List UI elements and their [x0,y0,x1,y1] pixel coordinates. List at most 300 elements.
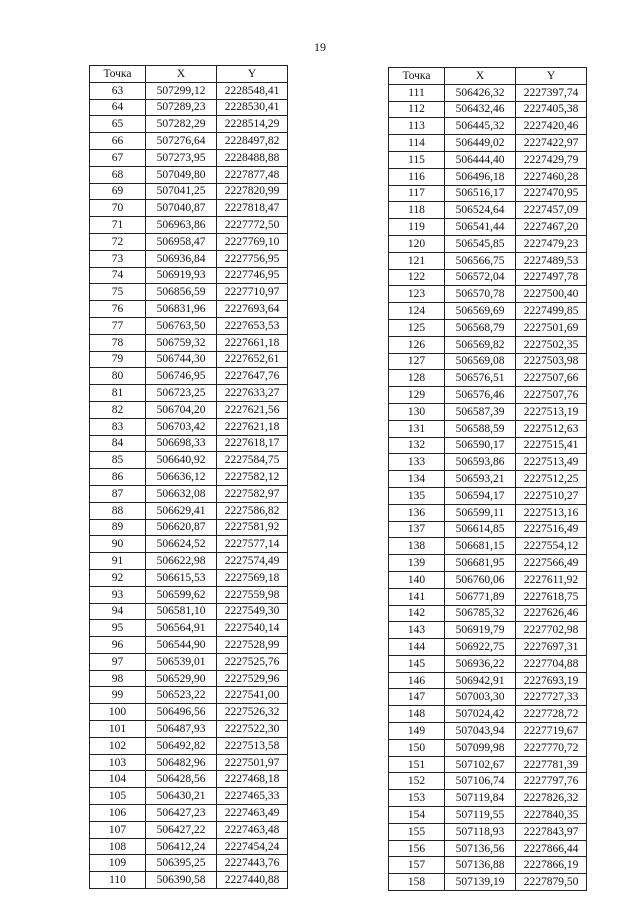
table-row [90,637,288,654]
cell-y: 2227463,49 [217,805,288,822]
table-row [90,737,288,754]
cell-x: 506919,79 [445,622,516,639]
coordinates-table-right [388,67,587,891]
cell-point: 91 [90,553,146,570]
cell-x: 506593,86 [445,454,516,471]
cell-x: 506516,17 [445,185,516,202]
cell-y: 2227429,79 [516,151,587,168]
cell-y: 2227843,97 [516,823,587,840]
cell-x: 507299,12 [146,82,217,99]
table-row [90,603,288,620]
cell-point: 64 [90,99,146,116]
cell-x: 507118,93 [445,823,516,840]
table-row [90,149,288,166]
cell-y: 2227693,19 [516,672,587,689]
cell-point: 153 [389,790,445,807]
table-row [389,655,587,672]
table-row [389,605,587,622]
cell-point: 110 [90,872,146,889]
cell-y: 2227457,09 [516,202,587,219]
cell-y: 2227497,78 [516,269,587,286]
cell-y: 2228497,82 [217,133,288,150]
cell-x: 506572,04 [445,269,516,286]
cell-x: 506390,58 [146,872,217,889]
table-row [389,538,587,555]
cell-point: 105 [90,788,146,805]
cell-y: 2227529,96 [217,670,288,687]
cell-y: 2227710,97 [217,284,288,301]
cell-x: 506588,59 [445,420,516,437]
cell-x: 506496,56 [146,704,217,721]
table-row [389,437,587,454]
cell-point: 67 [90,149,146,166]
cell-point: 127 [389,353,445,370]
cell-x: 506523,22 [146,687,217,704]
cell-point: 83 [90,418,146,435]
table-row [90,687,288,704]
cell-x: 507273,95 [146,149,217,166]
cell-x: 507102,67 [445,756,516,773]
cell-x: 507024,42 [445,706,516,723]
table-row [389,319,587,336]
header-point: Точка [389,68,445,85]
table-row [90,855,288,872]
cell-x: 506432,46 [445,101,516,118]
cell-x: 507099,98 [445,739,516,756]
cell-x: 506569,08 [445,353,516,370]
cell-point: 145 [389,655,445,672]
table-row [389,336,587,353]
table-row [389,303,587,320]
table-row [90,502,288,519]
cell-x: 506445,32 [445,118,516,135]
cell-y: 2227702,98 [516,622,587,639]
cell-point: 130 [389,403,445,420]
cell-x: 506587,39 [445,403,516,420]
table-row [90,771,288,788]
table-row [389,521,587,538]
table-row [90,133,288,150]
cell-y: 2227541,00 [217,687,288,704]
cell-y: 2227502,35 [516,336,587,353]
cell-y: 2227586,82 [217,502,288,519]
cell-point: 113 [389,118,445,135]
table-row [90,401,288,418]
cell-point: 119 [389,219,445,236]
cell-x: 506936,84 [146,250,217,267]
cell-y: 2227397,74 [516,84,587,101]
cell-point: 94 [90,603,146,620]
cell-point: 85 [90,452,146,469]
cell-x: 506632,08 [146,485,217,502]
table-row [90,838,288,855]
table-row [90,368,288,385]
cell-point: 140 [389,571,445,588]
cell-point: 99 [90,687,146,704]
cell-y: 2227500,40 [516,286,587,303]
cell-point: 109 [90,855,146,872]
cell-y: 2227559,98 [217,586,288,603]
cell-point: 78 [90,334,146,351]
table-row [389,773,587,790]
cell-x: 506581,10 [146,603,217,620]
table-row [90,805,288,822]
table-row [389,706,587,723]
table-row [389,622,587,639]
cell-point: 139 [389,555,445,572]
cell-x: 506599,11 [445,504,516,521]
cell-y: 2227569,18 [217,569,288,586]
table-row [90,351,288,368]
table-row [90,183,288,200]
cell-point: 106 [90,805,146,822]
table-row [90,317,288,334]
cell-x: 506482,96 [146,754,217,771]
cell-point: 134 [389,471,445,488]
cell-point: 66 [90,133,146,150]
table-row [90,586,288,603]
cell-x: 506564,91 [146,620,217,637]
cell-x: 506744,30 [146,351,217,368]
table-row [90,670,288,687]
cell-point: 123 [389,286,445,303]
cell-y: 2227422,97 [516,135,587,152]
cell-x: 507049,80 [146,166,217,183]
cell-point: 129 [389,387,445,404]
cell-point: 102 [90,737,146,754]
cell-y: 2227728,72 [516,706,587,723]
cell-x: 506760,06 [445,571,516,588]
cell-x: 506487,93 [146,721,217,738]
cell-x: 506624,52 [146,536,217,553]
cell-y: 2227879,50 [516,874,587,891]
cell-y: 2227443,76 [217,855,288,872]
table-row [90,217,288,234]
cell-point: 151 [389,756,445,773]
cell-y: 2227661,18 [217,334,288,351]
cell-point: 80 [90,368,146,385]
table-row [389,471,587,488]
table-row [90,82,288,99]
cell-point: 128 [389,370,445,387]
cell-x: 506856,59 [146,284,217,301]
table-row [90,469,288,486]
table-row [389,370,587,387]
cell-y: 2227526,32 [217,704,288,721]
cell-point: 125 [389,319,445,336]
cell-point: 132 [389,437,445,454]
cell-x: 506544,90 [146,637,217,654]
cell-x: 506449,02 [445,135,516,152]
cell-y: 2227510,27 [516,487,587,504]
cell-y: 2227513,58 [217,737,288,754]
table-row [389,403,587,420]
cell-x: 506831,96 [146,301,217,318]
table-header-row [389,68,587,85]
cell-x: 506524,64 [445,202,516,219]
table-row [389,739,587,756]
cell-x: 506681,95 [445,555,516,572]
cell-point: 107 [90,821,146,838]
table-row [389,823,587,840]
cell-y: 2228514,29 [217,116,288,133]
cell-y: 2227515,41 [516,437,587,454]
cell-point: 77 [90,317,146,334]
table-row [389,387,587,404]
cell-point: 158 [389,874,445,891]
table-row [389,168,587,185]
table-row [389,101,587,118]
cell-point: 82 [90,401,146,418]
cell-point: 93 [90,586,146,603]
cell-point: 144 [389,639,445,656]
cell-point: 65 [90,116,146,133]
cell-point: 115 [389,151,445,168]
cell-y: 2227554,12 [516,538,587,555]
cell-point: 104 [90,771,146,788]
table-row [389,555,587,572]
cell-x: 506759,32 [146,334,217,351]
table-row [90,704,288,721]
cell-y: 2227618,75 [516,588,587,605]
cell-point: 156 [389,840,445,857]
cell-x: 507136,56 [445,840,516,857]
table-row [389,672,587,689]
cell-point: 111 [389,84,445,101]
table-row [90,385,288,402]
cell-y: 2227866,19 [516,857,587,874]
cell-x: 507139,19 [445,874,516,891]
cell-y: 2227582,97 [217,485,288,502]
table-row [90,569,288,586]
cell-y: 2227501,97 [217,754,288,771]
cell-x: 507276,64 [146,133,217,150]
cell-y: 2227420,46 [516,118,587,135]
cell-y: 2228530,41 [217,99,288,116]
cell-y: 2227877,48 [217,166,288,183]
table-row [389,235,587,252]
cell-x: 506704,20 [146,401,217,418]
cell-x: 506636,12 [146,469,217,486]
cell-y: 2227513,19 [516,403,587,420]
cell-point: 74 [90,267,146,284]
table-row [389,487,587,504]
table-row [90,116,288,133]
cell-x: 506427,22 [146,821,217,838]
cell-y: 2227704,88 [516,655,587,672]
cell-x: 506771,89 [445,588,516,605]
cell-x: 506958,47 [146,233,217,250]
cell-point: 137 [389,521,445,538]
cell-x: 506428,56 [146,771,217,788]
table-row [90,721,288,738]
cell-y: 2228548,41 [217,82,288,99]
cell-x: 507041,25 [146,183,217,200]
cell-y: 2227512,25 [516,471,587,488]
table-row [389,639,587,656]
cell-y: 2227866,44 [516,840,587,857]
cell-point: 117 [389,185,445,202]
cell-y: 2227513,16 [516,504,587,521]
cell-y: 2227460,28 [516,168,587,185]
cell-x: 506569,69 [445,303,516,320]
cell-x: 507040,87 [146,200,217,217]
cell-x: 506427,23 [146,805,217,822]
cell-y: 2227566,49 [516,555,587,572]
cell-x: 506568,79 [445,319,516,336]
cell-x: 506539,01 [146,653,217,670]
cell-point: 72 [90,233,146,250]
cell-x: 507282,29 [146,116,217,133]
cell-y: 2227653,53 [217,317,288,334]
cell-y: 2227540,14 [217,620,288,637]
cell-x: 506492,82 [146,737,217,754]
cell-point: 71 [90,217,146,234]
cell-x: 506963,86 [146,217,217,234]
cell-point: 69 [90,183,146,200]
cell-x: 506723,25 [146,385,217,402]
cell-y: 2227826,32 [516,790,587,807]
cell-x: 506919,93 [146,267,217,284]
cell-point: 96 [90,637,146,654]
table-header-row [90,66,288,83]
table-row [389,588,587,605]
cell-y: 2227574,49 [217,553,288,570]
cell-x: 506746,95 [146,368,217,385]
cell-point: 103 [90,754,146,771]
cell-point: 131 [389,420,445,437]
cell-y: 2227470,95 [516,185,587,202]
table-row [90,418,288,435]
cell-y: 2227465,33 [217,788,288,805]
cell-y: 2227512,63 [516,420,587,437]
cell-y: 2227513,49 [516,454,587,471]
table-row [90,485,288,502]
table-row [389,840,587,857]
table-row [389,252,587,269]
cell-y: 2227618,17 [217,435,288,452]
cell-point: 81 [90,385,146,402]
cell-point: 84 [90,435,146,452]
cell-point: 141 [389,588,445,605]
table-row [389,185,587,202]
cell-y: 2227479,23 [516,235,587,252]
cell-y: 2227772,50 [217,217,288,234]
table-row [90,284,288,301]
cell-point: 122 [389,269,445,286]
header-x: X [445,68,516,85]
cell-y: 2228488,88 [217,149,288,166]
table-row [90,519,288,536]
cell-point: 79 [90,351,146,368]
cell-x: 507119,84 [445,790,516,807]
header-y: Y [516,68,587,85]
cell-point: 112 [389,101,445,118]
cell-x: 506622,98 [146,553,217,570]
cell-y: 2227820,99 [217,183,288,200]
table-row [389,202,587,219]
cell-x: 506426,32 [445,84,516,101]
table-row [389,723,587,740]
table-row [389,454,587,471]
cell-point: 133 [389,454,445,471]
header-point: Точка [90,66,146,83]
cell-point: 114 [389,135,445,152]
cell-point: 97 [90,653,146,670]
cell-y: 2227756,95 [217,250,288,267]
cell-point: 135 [389,487,445,504]
cell-x: 507119,55 [445,807,516,824]
table-row [389,420,587,437]
cell-point: 152 [389,773,445,790]
cell-point: 87 [90,485,146,502]
table-row [389,790,587,807]
cell-x: 506496,18 [445,168,516,185]
table-row [90,99,288,116]
cell-point: 121 [389,252,445,269]
cell-point: 101 [90,721,146,738]
cell-y: 2227581,92 [217,519,288,536]
cell-x: 506763,50 [146,317,217,334]
cell-point: 116 [389,168,445,185]
table-row [389,286,587,303]
cell-point: 124 [389,303,445,320]
table-row [389,807,587,824]
cell-y: 2227503,98 [516,353,587,370]
cell-point: 136 [389,504,445,521]
table-row [90,200,288,217]
cell-y: 2227818,47 [217,200,288,217]
cell-y: 2227611,92 [516,571,587,588]
cell-x: 506545,85 [445,235,516,252]
header-x: X [146,66,217,83]
table-row [90,620,288,637]
cell-y: 2227693,64 [217,301,288,318]
table-row [389,353,587,370]
cell-point: 108 [90,838,146,855]
cell-point: 126 [389,336,445,353]
cell-y: 2227489,53 [516,252,587,269]
cell-y: 2227770,72 [516,739,587,756]
cell-x: 506629,41 [146,502,217,519]
cell-x: 507106,74 [445,773,516,790]
cell-y: 2227577,14 [217,536,288,553]
cell-point: 89 [90,519,146,536]
cell-point: 88 [90,502,146,519]
cell-point: 118 [389,202,445,219]
table-row [389,504,587,521]
table-row [389,857,587,874]
cell-point: 143 [389,622,445,639]
cell-x: 506620,87 [146,519,217,536]
cell-x: 506614,85 [445,521,516,538]
cell-x: 506593,21 [445,471,516,488]
cell-x: 506569,82 [445,336,516,353]
table-row [389,151,587,168]
cell-point: 138 [389,538,445,555]
cell-y: 2227746,95 [217,267,288,284]
cell-point: 146 [389,672,445,689]
cell-y: 2227507,66 [516,370,587,387]
page-number: 19 [314,40,326,54]
table-row [389,571,587,588]
cell-point: 75 [90,284,146,301]
table-row [389,118,587,135]
cell-x: 506640,92 [146,452,217,469]
table-row [90,452,288,469]
table-row [90,536,288,553]
cell-y: 2227440,88 [217,872,288,889]
